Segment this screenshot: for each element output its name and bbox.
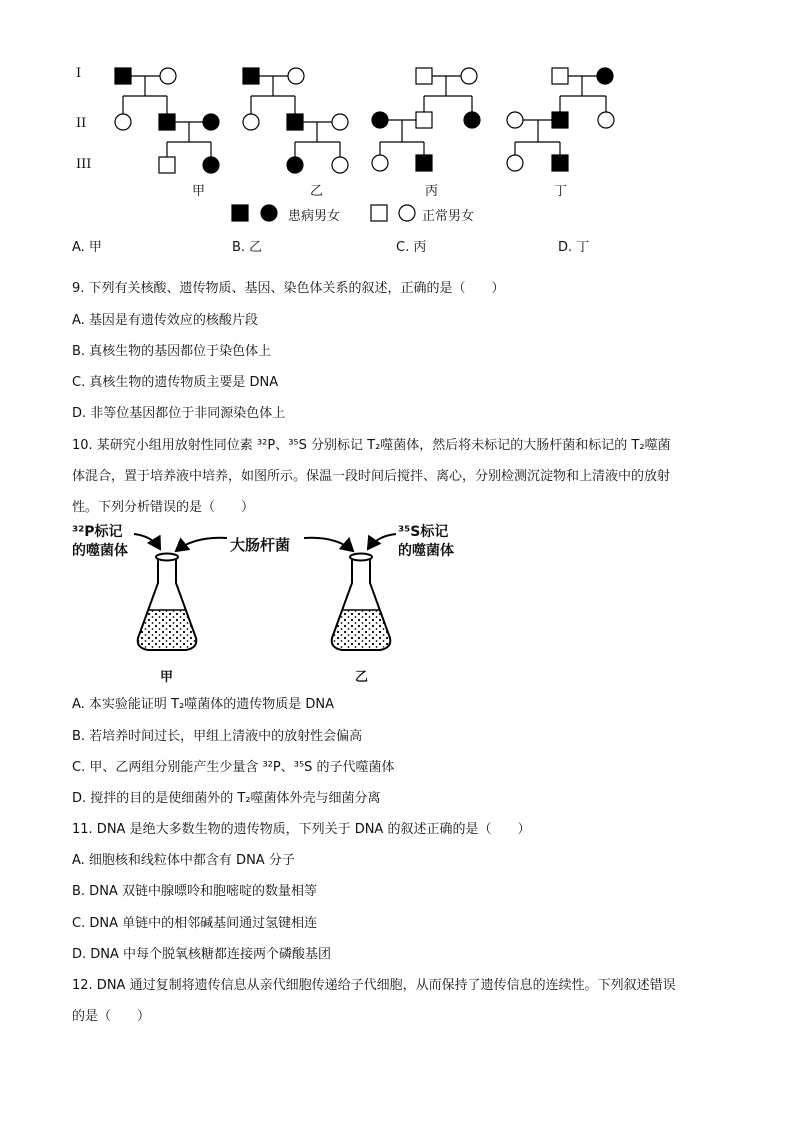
yi-iii-female-affected (287, 157, 303, 173)
q12-stem-line-2: 的是（ ） (72, 1009, 151, 1024)
bing-ii-female-affected (372, 112, 388, 128)
q11-option-d: D. DNA 中每个脱氧核糖都连接两个磷酸基团 (72, 947, 332, 962)
arrow-left-phage-to-jia (134, 534, 160, 549)
q9-option-a: A. 基因是有遗传效应的核酸片段 (72, 313, 258, 328)
bing-iii-male-affected (416, 155, 432, 171)
ding-i-male-normal (552, 68, 568, 84)
ding-iii-male-affected (552, 155, 568, 171)
flask-jia-mouth (156, 554, 178, 561)
pedigree-caption-jia: 甲 (192, 184, 206, 199)
ding-ii-female-normal (507, 112, 523, 128)
pedigree-bing (372, 68, 480, 171)
bing-i-female-normal (461, 68, 477, 84)
q11-stem: 11. DNA 是绝大多数生物的遗传物质，下列关于 DNA 的叙述正确的是（ ） (72, 822, 531, 837)
right-flask-label-line-1: ³⁵S标记 (398, 524, 449, 540)
q8-option-a: A. 甲 (72, 240, 102, 255)
generation-label-i: I (76, 66, 82, 81)
flask-jia-body (138, 560, 197, 650)
bing-ii-male-normal (416, 112, 432, 128)
jia-i-female-normal (160, 68, 176, 84)
q8-option-b: B. 乙 (232, 240, 263, 255)
pedigree-svg (0, 0, 794, 240)
jia-iii-male-normal (159, 157, 175, 173)
pedigree-caption-yi: 乙 (310, 184, 324, 199)
q9-option-c: C. 真核生物的遗传物质主要是 DNA (72, 375, 279, 390)
bing-i-male-normal (416, 68, 432, 84)
yi-ii-male-affected (287, 114, 303, 130)
flask-yi-mouth (350, 554, 372, 561)
flask-jia-liquid (138, 610, 196, 648)
left-flask-label-line-1: ³²P标记 (72, 524, 123, 540)
legend-affected-label: 患病男女 (288, 209, 341, 224)
arrow-ecoli-to-yi (304, 538, 353, 551)
flask-jia-caption: 甲 (160, 670, 174, 685)
jia-iii-female-affected (203, 157, 219, 173)
yi-iii-female-normal (332, 157, 348, 173)
legend-affected-female-symbol (261, 205, 277, 221)
yi-ii-female-normal-2 (332, 114, 348, 130)
ding-i-female-affected (597, 68, 613, 84)
jia-ii-male-affected (159, 114, 175, 130)
yi-ii-female-normal (243, 114, 259, 130)
q11-option-c: C. DNA 单链中的相邻碱基间通过氢键相连 (72, 916, 318, 931)
generation-label-ii: II (76, 116, 87, 131)
pedigree-caption-ding: 丁 (554, 184, 568, 199)
yi-i-female-normal (288, 68, 304, 84)
q12-stem-line-1: 12. DNA 通过复制将遗传信息从亲代细胞传递给子代细胞，从而保持了遗传信息的连续性。下列叙述错误 (72, 978, 676, 993)
legend-affected-male-symbol (232, 205, 248, 221)
flask-yi-caption: 乙 (355, 670, 369, 685)
q10-stem-line-2: 体混合，置于培养液中培养，如图所示。保温一段时间后搅拌、离心，分别检测沉淀物和上清液中的放射 (72, 469, 671, 484)
q8-option-d: D. 丁 (558, 240, 590, 255)
center-ecoli-label: 大肠杆菌 (230, 536, 291, 554)
pedigree-yi (243, 68, 348, 173)
right-flask-label-line-2: 的噬菌体 (398, 543, 454, 559)
q9-stem: 9. 下列有关核酸、遗传物质、基因、染色体关系的叙述，正确的是（ ） (72, 281, 505, 296)
q11-option-a: A. 细胞核和线粒体中都含有 DNA 分子 (72, 853, 295, 868)
q10-option-d: D. 搅拌的目的是使细菌外的 T₂噬菌体外壳与细菌分离 (72, 791, 381, 806)
bing-iii-female-normal (372, 155, 388, 171)
yi-i-male-affected (243, 68, 259, 84)
left-flask-label-line-2: 的噬菌体 (72, 543, 128, 559)
q9-option-b: B. 真核生物的基因都位于染色体上 (72, 344, 272, 359)
ding-iii-female-normal (507, 155, 523, 171)
arrow-right-phage-to-yi (368, 534, 396, 549)
flask-yi-body (332, 560, 391, 650)
jia-ii-female-normal (115, 114, 131, 130)
q10-option-b: B. 若培养时间过长，甲组上清液中的放射性会偏高 (72, 729, 363, 744)
q10-stem-line-3: 性。下列分析错误的是（ ） (72, 500, 255, 515)
pedigree-jia (115, 68, 219, 173)
arrow-ecoli-to-jia (176, 538, 227, 551)
pedigree-ding (507, 68, 614, 171)
generation-label-iii: III (76, 157, 92, 172)
jia-i-male-affected (115, 68, 131, 84)
legend-normal-male-symbol (371, 205, 387, 221)
legend-normal-female-symbol (399, 205, 415, 221)
bing-ii-female-affected-2 (464, 112, 480, 128)
ding-ii-female-normal-2 (598, 112, 614, 128)
q10-option-c: C. 甲、乙两组分别能产生少量含 ³²P、³⁵S 的子代噬菌体 (72, 760, 395, 775)
ding-ii-male-affected (552, 112, 568, 128)
q11-option-b: B. DNA 双链中腺嘌呤和胞嘧啶的数量相等 (72, 884, 317, 899)
q10-option-a: A. 本实验能证明 T₂噬菌体的遗传物质是 DNA (72, 697, 334, 712)
pedigree-caption-bing: 丙 (425, 184, 439, 199)
q10-stem-line-1: 10. 某研究小组用放射性同位素 ³²P、³⁵S 分别标记 T₂噬菌体，然后将未标记的大肠杆菌和标记的 T₂噬菌 (72, 438, 671, 453)
q8-option-c: C. 丙 (396, 240, 427, 255)
q9-option-d: D. 非等位基因都位于非同源染色体上 (72, 406, 286, 421)
legend-normal-label: 正常男女 (422, 209, 475, 224)
flask-yi-liquid (332, 610, 390, 648)
jia-ii-female-affected (203, 114, 219, 130)
